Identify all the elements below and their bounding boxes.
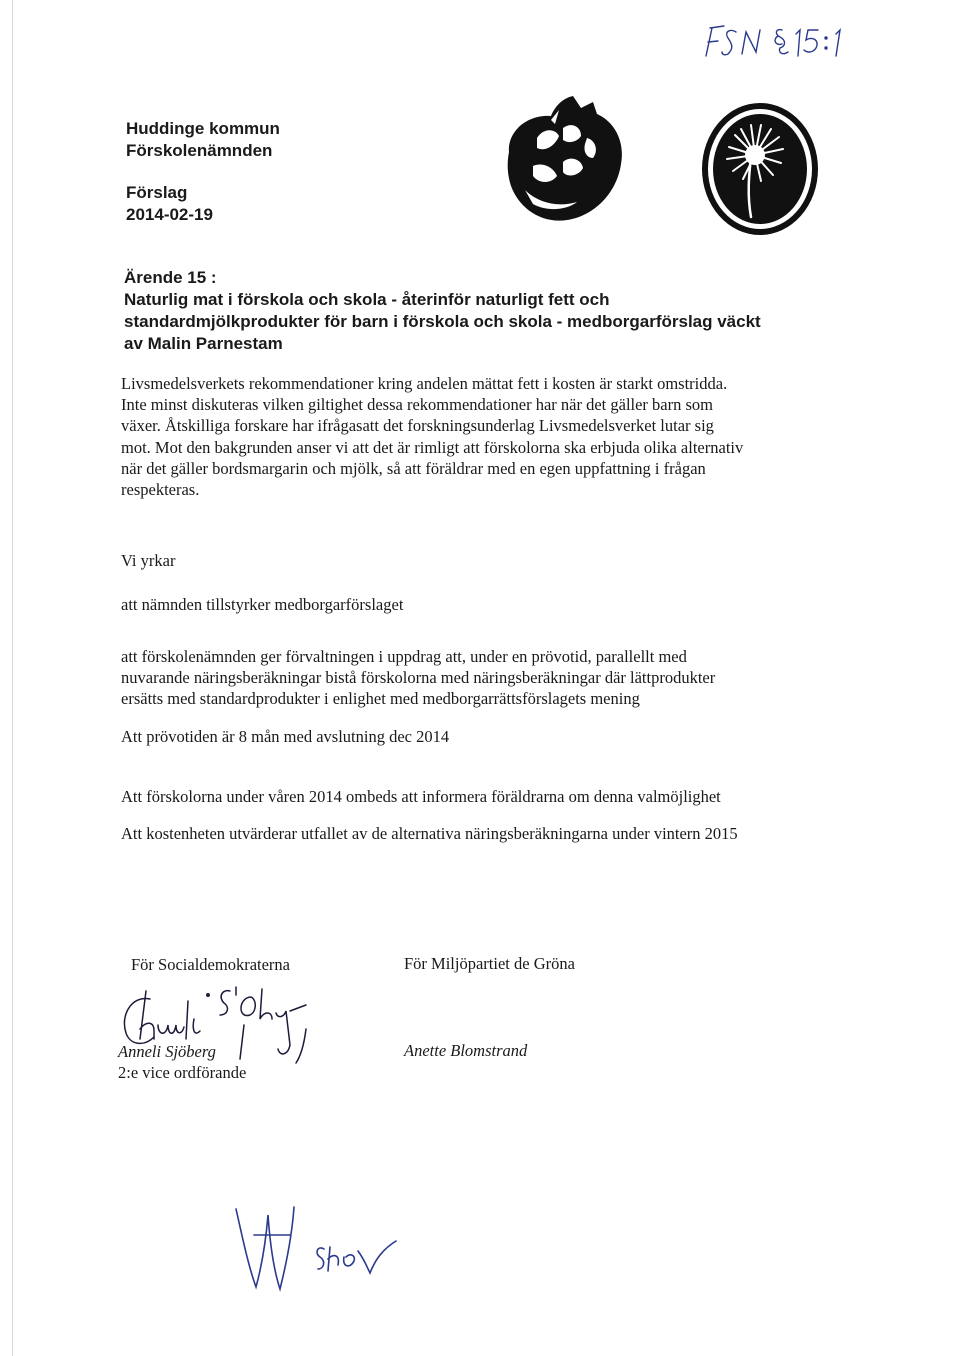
scan-edge-line xyxy=(12,0,13,1356)
committee-name: Förskolenämnden xyxy=(126,141,273,160)
proposal-4: Att förskolorna under våren 2014 ombeds att informera föräldrarna om denna valmöjlighet xyxy=(121,787,721,806)
paragraph-line: Inte minst diskuteras vilken giltighet dessa rekommendationer har när det gäller barn som xyxy=(121,395,714,415)
handwritten-initials xyxy=(228,1195,408,1305)
paragraph-line: när det gäller bordsmargarin och mjölk, så att föräldrar med en egen uppfattning i frågan xyxy=(121,458,706,478)
paragraph-line: mot. Mot den bakgrunden anser vi att det är rimligt att förskolorna ska erbjuda olika alternativ xyxy=(121,437,744,457)
handwritten-stamp xyxy=(700,22,860,62)
case-title-line: av Malin Parnestam xyxy=(124,334,283,353)
document-type: Förslag xyxy=(126,183,188,202)
background-paragraph xyxy=(121,373,831,500)
proposal-3: Att prövotiden är 8 mån med avslutning dec 2014 xyxy=(121,727,450,746)
left-party-label: För Socialdemokraterna xyxy=(131,955,290,974)
left-signer-name: Anneli Sjöberg xyxy=(118,1042,216,1061)
case-title-block xyxy=(124,267,844,355)
org-name: Huddinge kommun xyxy=(126,119,280,138)
case-title-line: standardmjölkprodukter för barn i förskola och skola - medborgarförslag väckt xyxy=(124,312,761,331)
document-header xyxy=(126,118,280,226)
proposal-intro: Vi yrkar xyxy=(121,551,176,570)
proposal-2-line: nuvarande näringsberäkningar bistå förskolorna med näringsberäkningar där lättprodukter xyxy=(121,668,716,687)
proposal-1: att nämnden tillstyrker medborgarförslaget xyxy=(121,595,404,614)
paragraph-line: växer. Åtskilliga forskare har ifrågasatt det forskningsunderlag Livsmedelsverket lutar sig xyxy=(121,416,714,436)
paragraph-line: respekteras. xyxy=(121,480,200,500)
proposal-2-line: ersätts med standardprodukter i enlighet med medborgarrättsförslagets mening xyxy=(121,689,640,708)
left-signer-role: 2:e vice ordförande xyxy=(118,1063,247,1082)
case-title-line: Naturlig mat i förskola och skola - återinför naturligt fett och xyxy=(124,290,610,309)
social-democrats-logo xyxy=(497,92,629,230)
paragraph-line: Livsmedelsverkets rekommendationer kring andelen mättat fett i kosten är starkt omstridda. xyxy=(121,374,728,393)
proposal-2-line: att förskolenämnden ger förvaltningen i uppdrag att, under en prövotid, parallellt med xyxy=(121,647,687,666)
right-signer-name: Anette Blomstrand xyxy=(404,1041,528,1060)
proposal-5: Att kostenheten utvärderar utfallet av de alternativa näringsberäkningarna under vintern 2015 xyxy=(121,824,738,843)
case-heading: Ärende 15 : xyxy=(124,268,217,287)
right-party-label: För Miljöpartiet de Gröna xyxy=(404,954,575,973)
document-date: 2014-02-19 xyxy=(126,205,213,224)
green-party-logo xyxy=(695,95,825,240)
